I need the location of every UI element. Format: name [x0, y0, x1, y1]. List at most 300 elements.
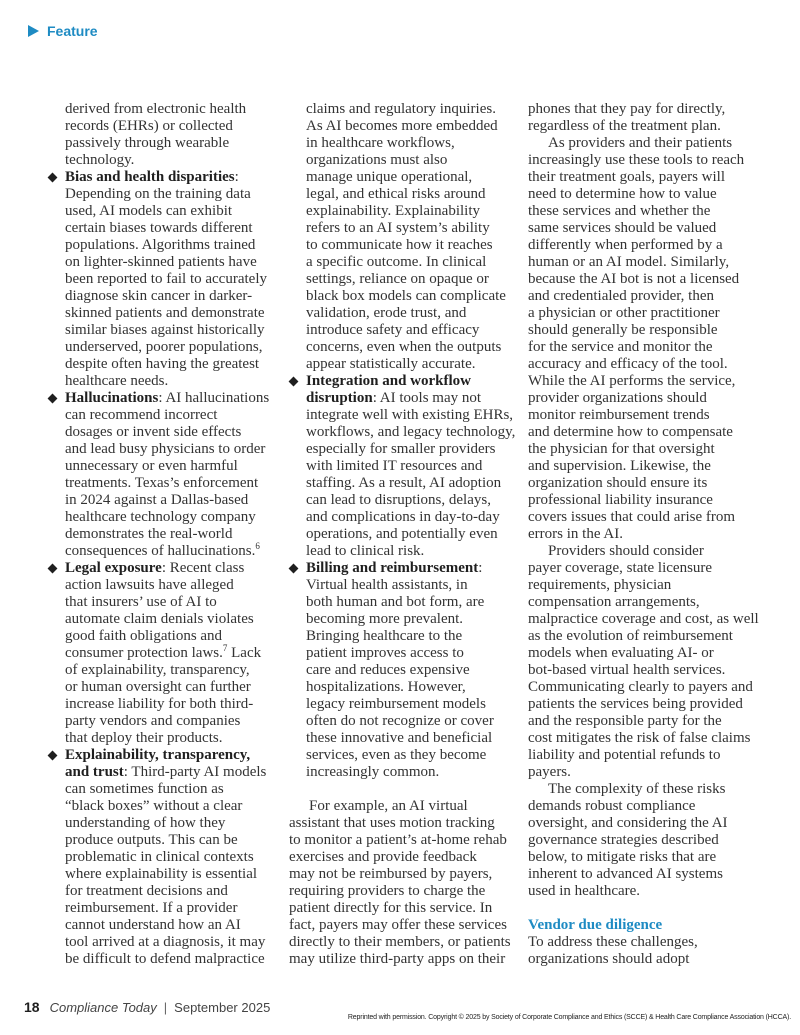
text-line — [528, 815, 773, 832]
footnote-ref: 6 — [255, 541, 260, 551]
line-text: malpractice coverage and cost, as well — [528, 611, 759, 627]
line-text: accuracy and efficacy of the tool. — [528, 356, 728, 372]
line-text: integrate well with existing EHRs, — [306, 407, 514, 423]
text-line — [528, 220, 773, 237]
text-line — [289, 220, 521, 237]
text-line — [528, 730, 773, 747]
text-line — [48, 271, 280, 288]
line-text: bot-based virtual health services. — [528, 662, 726, 678]
section-heading — [528, 917, 773, 934]
line-text: covers issues that could arise from — [528, 509, 736, 525]
text-line — [48, 900, 280, 917]
line-text: same services should be valued — [528, 220, 717, 236]
text-line — [48, 713, 280, 730]
line-text: dosages or invent side effects — [65, 424, 242, 440]
text-line — [528, 101, 773, 118]
text-line — [528, 152, 773, 169]
line-text: and supervision. Likewise, the — [528, 458, 711, 474]
line-text: underserved, poorer populations, — [65, 339, 263, 355]
publication-title: Compliance Today — [49, 999, 157, 1015]
term-label: Bias and health disparities — [65, 169, 235, 185]
text-line — [48, 798, 280, 815]
text-line — [528, 407, 773, 424]
text-line — [528, 271, 773, 288]
text-line — [289, 152, 521, 169]
text-line — [48, 101, 280, 118]
line-text: with limited IT resources and — [306, 458, 483, 474]
line-text: and the responsible party for the — [528, 713, 722, 729]
line-text: fact, payers may offer these services — [289, 917, 507, 933]
text-column-3 — [528, 101, 773, 968]
line-text: used in healthcare. — [528, 883, 641, 899]
diamond-bullet-icon — [48, 564, 58, 574]
line-text: increasingly common. — [306, 764, 440, 780]
text-line — [528, 475, 773, 492]
line-text: While the AI performs the service, — [528, 373, 736, 389]
text-line — [289, 458, 521, 475]
line-text: and complications in day-to-day — [306, 509, 500, 525]
line-text: in 2024 against a Dallas-based — [65, 492, 249, 508]
line-text: records (EHRs) or collected — [65, 118, 233, 134]
text-line — [528, 747, 773, 764]
line-text: been reported to fail to accurately — [65, 271, 267, 287]
line-text: below, to mitigate risks that are — [528, 849, 717, 865]
text-line — [528, 577, 773, 594]
text-line — [48, 849, 280, 866]
text-line — [289, 271, 521, 288]
line-text: as the evolution of reimbursement — [528, 628, 733, 644]
text-line — [48, 407, 280, 424]
line-text: concerns, even when the outputs — [306, 339, 502, 355]
line-text: claims and regulatory inquiries. — [306, 101, 496, 117]
line-text: their treatment goals, payers will — [528, 169, 726, 185]
text-line — [289, 747, 521, 764]
line-text: : AI hallucinations — [158, 390, 270, 406]
line-text: As AI becomes more embedded — [306, 118, 498, 134]
line-text: treatments. Texas’s enforcement — [65, 475, 259, 491]
term-label: Hallucinations — [65, 390, 159, 406]
text-line — [528, 288, 773, 305]
line-text: phones that they pay for directly, — [528, 101, 726, 117]
line-text: organizations should adopt — [528, 951, 690, 967]
text-line — [528, 628, 773, 645]
line-text: increase liability for both third- — [65, 696, 254, 712]
line-text: of explainability, transparency, — [65, 662, 250, 678]
copyright-notice: Reprinted with permission. Copyright © 2025 by Society of Corporate Compliance and Ethics (SCCE) & Health Care Compliance Association (HCCA). — [347, 1014, 791, 1021]
text-line — [48, 220, 280, 237]
line-text: To address these challenges, — [528, 934, 698, 950]
text-line — [289, 628, 521, 645]
text-line — [528, 849, 773, 866]
line-text: professional liability insurance — [528, 492, 713, 508]
text-line — [528, 509, 773, 526]
term-label: and trust — [65, 764, 124, 780]
text-line — [48, 560, 280, 577]
footnote-ref: 7 — [222, 643, 228, 653]
line-text: cannot understand how an AI — [65, 917, 241, 933]
line-text: staffing. As a result, AI adoption — [306, 475, 502, 491]
text-line — [528, 356, 773, 373]
line-text: and credentialed provider, then — [528, 288, 714, 304]
issue-date: September 2025 — [174, 999, 271, 1015]
text-line — [528, 594, 773, 611]
line-text: workflows, and legacy technology, — [306, 424, 516, 440]
line-text: : — [234, 169, 239, 185]
line-text: can lead to disruptions, delays, — [306, 492, 491, 508]
line-text: Providers should consider — [548, 543, 704, 559]
line-text: may not be reimbursed by payers, — [289, 866, 493, 882]
text-line — [48, 475, 280, 492]
line-text: differently when performed by a — [528, 237, 723, 253]
line-text: a physician or other practitioner — [528, 305, 720, 321]
text-line — [48, 135, 280, 152]
line-text: patient directly for this service. In — [289, 900, 493, 916]
line-text: legal, and ethical risks around — [306, 186, 486, 202]
text-line — [528, 679, 773, 696]
text-line — [528, 713, 773, 730]
line-text: demonstrates the real-world — [65, 526, 233, 542]
text-line — [289, 101, 521, 118]
text-line — [528, 305, 773, 322]
text-line — [289, 679, 521, 696]
line-text: refers to an AI system’s ability — [306, 220, 490, 236]
line-text: : Recent class — [161, 560, 245, 576]
text-line — [48, 356, 280, 373]
line-text: should generally be responsible — [528, 322, 718, 338]
text-line — [48, 543, 280, 560]
text-line — [289, 373, 521, 390]
line-text: errors in the AI. — [528, 526, 623, 542]
line-text: on lighter-skinned patients have — [65, 254, 257, 270]
text-line — [528, 118, 773, 135]
line-text: hospitalizations. However, — [306, 679, 466, 695]
text-line — [289, 424, 521, 441]
text-line — [528, 526, 773, 543]
text-line — [48, 203, 280, 220]
text-line — [528, 934, 773, 951]
line-text: Lack — [227, 645, 262, 661]
line-text: action lawsuits have alleged — [65, 577, 234, 593]
text-line — [528, 543, 773, 560]
line-text: especially for smaller providers — [306, 441, 496, 457]
text-line — [528, 883, 773, 900]
line-text: the physician for that oversight — [528, 441, 715, 457]
line-text: need to determine how to value — [528, 186, 717, 202]
line-text: problematic in clinical contexts — [65, 849, 254, 865]
text-line — [528, 492, 773, 509]
line-text: and lead busy physicians to order — [65, 441, 266, 457]
text-line — [289, 611, 521, 628]
text-line — [48, 951, 280, 968]
line-text: liability and potential refunds to — [528, 747, 721, 763]
text-line — [528, 662, 773, 679]
line-text: patients the services being provided — [528, 696, 743, 712]
line-text: lead to clinical risk. — [306, 543, 425, 559]
text-line — [48, 373, 280, 390]
text-line — [289, 900, 521, 917]
text-line — [48, 866, 280, 883]
text-line — [48, 832, 280, 849]
line-text: settings, reliance on opaque or — [306, 271, 489, 287]
text-line — [289, 577, 521, 594]
text-line — [289, 118, 521, 135]
text-line — [528, 322, 773, 339]
line-text: reimbursement. If a provider — [65, 900, 238, 916]
line-text: consumer protection laws. — [65, 645, 223, 661]
line-text: care and reduces expensive — [306, 662, 470, 678]
text-line — [528, 798, 773, 815]
text-line — [289, 917, 521, 934]
text-line — [289, 135, 521, 152]
text-line — [528, 390, 773, 407]
text-line — [48, 662, 280, 679]
line-text: As providers and their patients — [548, 135, 733, 151]
line-text: where explainability is essential — [65, 866, 258, 882]
line-text: provider organizations should — [528, 390, 707, 406]
line-text: because the AI bot is not a licensed — [528, 271, 740, 287]
line-text: similar biases against historically — [65, 322, 265, 338]
text-line — [289, 764, 521, 781]
play-triangle-icon — [28, 25, 39, 37]
line-text: appear statistically accurate. — [306, 356, 476, 372]
line-text: automate claim denials violates — [65, 611, 254, 627]
text-line — [289, 951, 521, 968]
text-line — [48, 577, 280, 594]
line-text: For example, an AI virtual — [309, 798, 468, 814]
line-text: services, even as they become — [306, 747, 487, 763]
text-line — [528, 186, 773, 203]
line-text: demands robust compliance — [528, 798, 696, 814]
line-text: requiring providers to charge the — [289, 883, 486, 899]
text-line — [289, 407, 521, 424]
line-text: Vendor due diligence — [528, 917, 663, 933]
text-line — [48, 883, 280, 900]
text-line — [48, 696, 280, 713]
line-text: in healthcare workflows, — [306, 135, 455, 151]
line-text: organization should ensure its — [528, 475, 708, 491]
term-label: Integration and workflow — [306, 373, 472, 389]
text-line — [289, 203, 521, 220]
text-line — [48, 934, 280, 951]
text-line — [289, 798, 521, 815]
text-line — [48, 254, 280, 271]
page-number: 18 — [24, 999, 40, 1015]
text-line — [48, 781, 280, 798]
text-line — [289, 866, 521, 883]
text-line — [289, 390, 521, 407]
line-text: directly to their members, or patients — [289, 934, 511, 950]
text-line — [528, 169, 773, 186]
diamond-bullet-icon — [48, 394, 58, 404]
text-line — [528, 458, 773, 475]
text-line — [289, 254, 521, 271]
text-line — [48, 322, 280, 339]
line-text: can sometimes function as — [65, 781, 224, 797]
line-text: skinned patients and demonstrate — [65, 305, 265, 321]
term-label: Billing and reimbursement — [306, 560, 479, 576]
text-line — [289, 169, 521, 186]
text-line — [48, 492, 280, 509]
line-text: payer coverage, state licensure — [528, 560, 713, 576]
line-text: becoming more prevalent. — [306, 611, 464, 627]
diamond-bullet-icon — [289, 564, 299, 574]
text-line — [289, 696, 521, 713]
text-line — [528, 135, 773, 152]
diamond-bullet-icon — [48, 751, 58, 761]
line-text: validation, erode trust, and — [306, 305, 467, 321]
line-text: technology. — [65, 152, 135, 168]
line-text: human or an AI model. Similarly, — [528, 254, 730, 270]
text-line — [48, 441, 280, 458]
text-line — [528, 696, 773, 713]
line-text: often do not recognize or cover — [306, 713, 494, 729]
line-text: requirements, physician — [528, 577, 672, 593]
line-text: passively through wearable — [65, 135, 230, 151]
line-text: despite often having the greatest — [65, 356, 260, 372]
line-text: derived from electronic health — [65, 101, 247, 117]
line-text: explainability. Explainability — [306, 203, 480, 219]
line-text: for the service and monitor the — [528, 339, 713, 355]
text-column-1 — [48, 101, 280, 968]
text-line — [289, 560, 521, 577]
text-line — [528, 764, 773, 781]
line-text: monitor reimbursement trends — [528, 407, 710, 423]
text-line — [48, 237, 280, 254]
text-line — [48, 288, 280, 305]
line-text: oversight, and considering the AI — [528, 815, 728, 831]
text-line — [289, 934, 521, 951]
text-line — [528, 560, 773, 577]
text-line — [48, 917, 280, 934]
line-text: good faith obligations and — [65, 628, 223, 644]
line-text: patient improves access to — [306, 645, 464, 661]
text-line — [528, 237, 773, 254]
line-text: be difficult to defend malpractice — [65, 951, 265, 967]
line-text: may utilize third-party apps on their — [289, 951, 506, 967]
term-label: Legal exposure — [65, 560, 162, 576]
line-text: used, AI models can exhibit — [65, 203, 233, 219]
line-text: unnecessary or even harmful — [65, 458, 238, 474]
line-text: The complexity of these risks — [548, 781, 726, 797]
line-text: “black boxes” without a clear — [65, 798, 243, 814]
text-line — [48, 458, 280, 475]
text-line — [528, 424, 773, 441]
page-footer — [24, 999, 270, 1015]
line-text: healthcare needs. — [65, 373, 169, 389]
line-text: increasingly use these tools to reach — [528, 152, 745, 168]
line-text: governance strategies described — [528, 832, 719, 848]
text-line — [289, 339, 521, 356]
line-text: these innovative and beneficial — [306, 730, 493, 746]
line-text: : AI tools may not — [372, 390, 482, 406]
line-text: and determine how to compensate — [528, 424, 733, 440]
text-line — [48, 152, 280, 169]
text-line — [528, 441, 773, 458]
line-text: Communicating clearly to payers and — [528, 679, 753, 695]
line-text: models when evaluating AI- or — [528, 645, 714, 661]
text-line — [48, 747, 280, 764]
line-text: these services and whether the — [528, 203, 711, 219]
text-line — [289, 883, 521, 900]
line-text: regardless of the treatment plan. — [528, 118, 721, 134]
diamond-bullet-icon — [48, 173, 58, 183]
text-line — [48, 509, 280, 526]
term-label: Explainability, transparency, — [65, 747, 251, 763]
footer-separator: | — [163, 999, 168, 1015]
line-text: cost mitigates the risk of false claims — [528, 730, 751, 746]
text-line — [289, 509, 521, 526]
line-text: for treatment decisions and — [65, 883, 228, 899]
text-line — [48, 186, 280, 203]
text-line — [48, 169, 280, 186]
line-text: a specific outcome. In clinical — [306, 254, 487, 270]
line-text: : — [478, 560, 483, 576]
text-line — [528, 339, 773, 356]
line-text: operations, and potentially even — [306, 526, 498, 542]
line-text: Bringing healthcare to the — [306, 628, 463, 644]
text-line — [289, 288, 521, 305]
line-text: manage unique operational, — [306, 169, 473, 185]
line-text: that insurers’ use of AI to — [65, 594, 217, 610]
line-text: both human and bot form, are — [306, 594, 485, 610]
text-line — [48, 815, 280, 832]
line-text: understanding of how they — [65, 815, 226, 831]
text-column-2 — [289, 101, 521, 968]
text-line — [289, 594, 521, 611]
section-label: Feature — [47, 23, 98, 39]
text-line — [289, 849, 521, 866]
text-line — [48, 628, 280, 645]
text-line — [48, 339, 280, 356]
line-text: black box models can complicate — [306, 288, 506, 304]
text-line — [289, 730, 521, 747]
line-text: party vendors and companies — [65, 713, 241, 729]
text-line — [289, 832, 521, 849]
line-text: populations. Algorithms trained — [65, 237, 256, 253]
text-line — [528, 203, 773, 220]
text-line — [289, 186, 521, 203]
line-text: introduce safety and efficacy — [306, 322, 480, 338]
line-text: consequences of hallucinations. — [65, 543, 256, 559]
line-text: or human oversight can further — [65, 679, 251, 695]
text-line — [528, 832, 773, 849]
text-line — [528, 951, 773, 968]
text-line — [48, 730, 280, 747]
text-line — [48, 679, 280, 696]
line-text: : Third-party AI models — [123, 764, 267, 780]
text-line — [289, 237, 521, 254]
text-line — [289, 543, 521, 560]
text-line — [48, 424, 280, 441]
line-text: to monitor a patient’s at-home rehab — [289, 832, 507, 848]
text-line — [289, 322, 521, 339]
text-line — [289, 526, 521, 543]
line-text: healthcare technology company — [65, 509, 256, 525]
text-line — [289, 713, 521, 730]
line-text: Virtual health assistants, in — [306, 577, 468, 593]
text-line — [289, 441, 521, 458]
text-line — [48, 305, 280, 322]
text-line — [289, 356, 521, 373]
line-text: to communicate how it reaches — [306, 237, 493, 253]
line-text: produce outputs. This can be — [65, 832, 238, 848]
line-text: exercises and provide feedback — [289, 849, 477, 865]
text-line — [289, 492, 521, 509]
text-line — [289, 815, 521, 832]
text-line — [528, 645, 773, 662]
line-text: assistant that uses motion tracking — [289, 815, 495, 831]
diamond-bullet-icon — [289, 377, 299, 387]
